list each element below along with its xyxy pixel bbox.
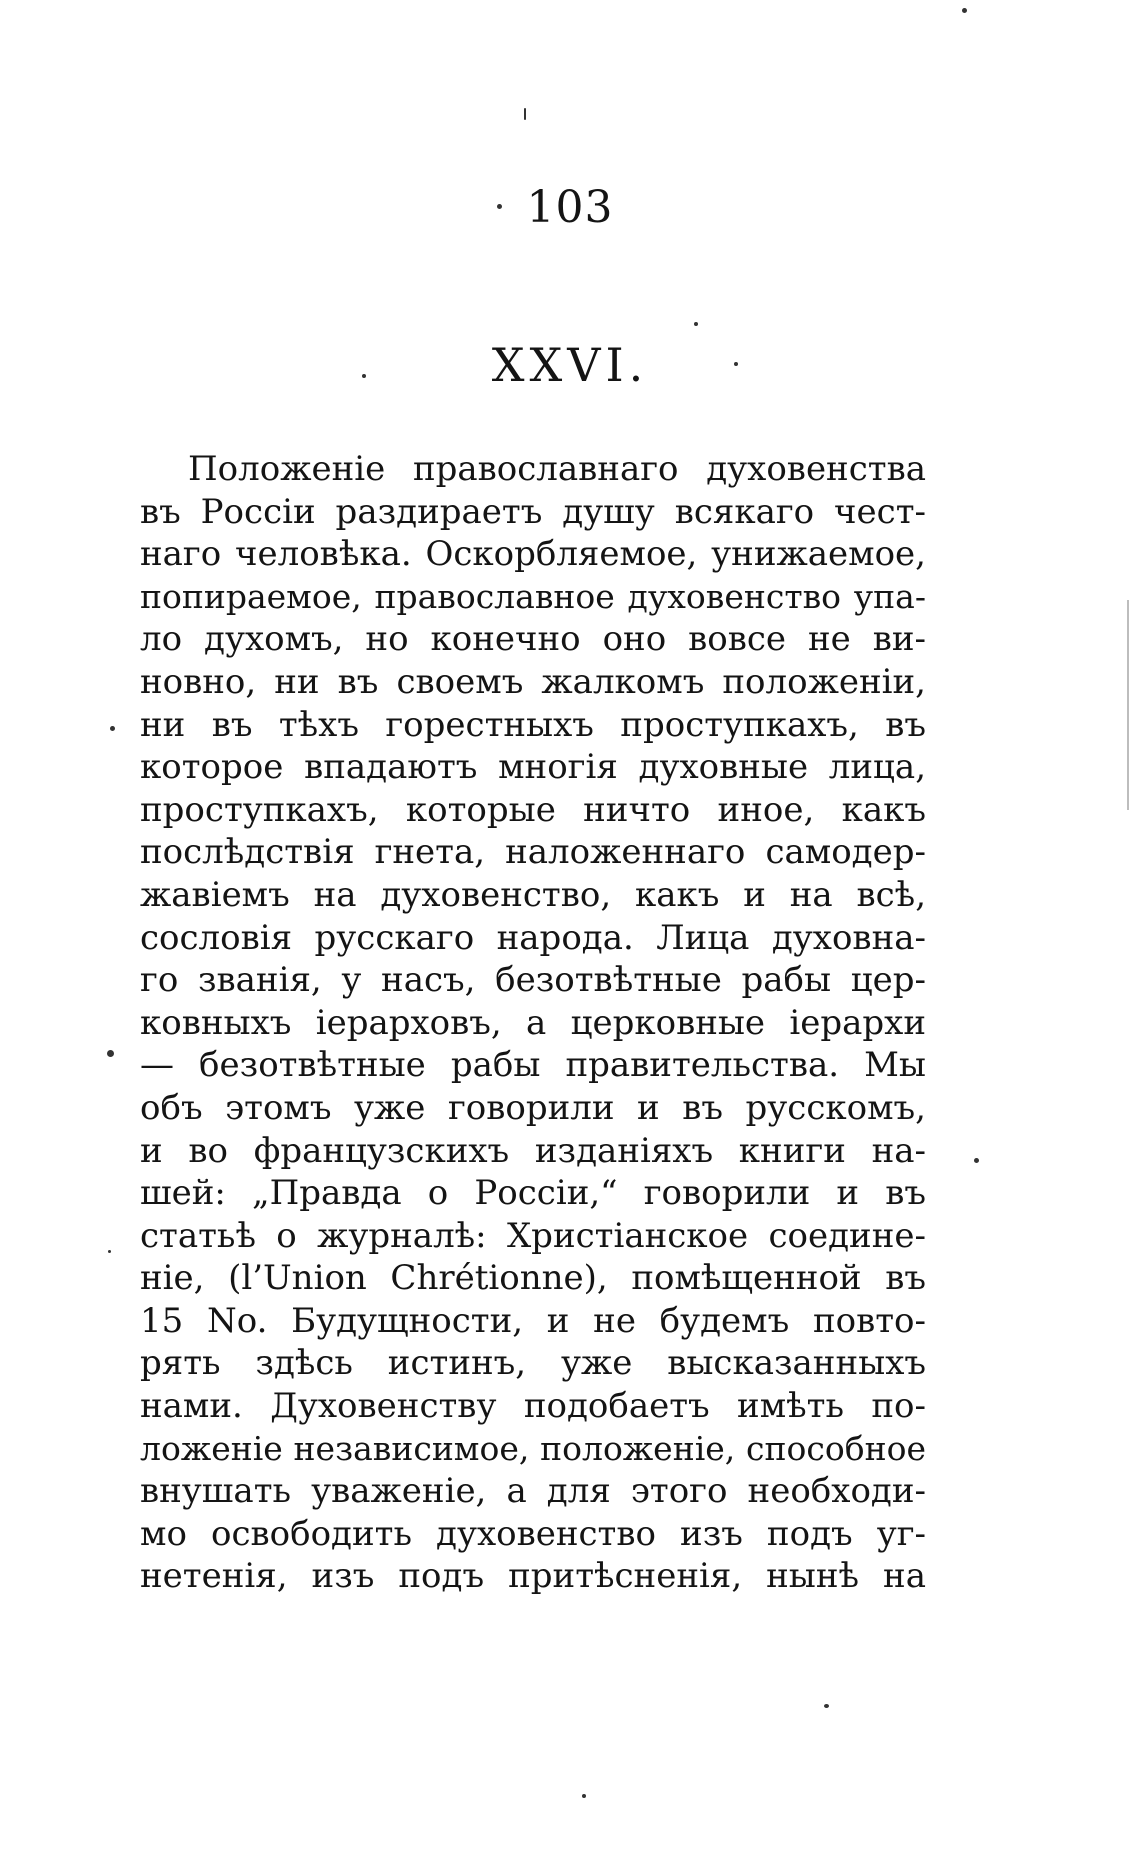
scan-speck	[694, 322, 698, 326]
text-line: нетенія, изъ подъ притѣсненія, нынѣ на	[140, 1556, 926, 1597]
text-line: наго человѣка. Оскорбляемое, унижаемое,	[140, 534, 926, 575]
scan-speck	[524, 108, 526, 120]
text-line: статьѣ о журналѣ: Христіанское соедине-	[140, 1215, 926, 1256]
text-line: новно, ни въ своемъ жалкомъ положеніи,	[140, 661, 926, 702]
text-line: ніе, (l’Union Chrétionne), помѣщенной въ	[140, 1258, 926, 1299]
scan-speck	[962, 8, 967, 13]
text-line: мо освободить духовенство изъ подъ уг-	[140, 1513, 926, 1554]
text-line: ни въ тѣхъ горестныхъ проступкахъ, въ	[140, 704, 926, 745]
page-edge-shadow	[1127, 600, 1129, 810]
text-line: послѣдствія гнета, наложеннаго самодер-	[140, 832, 926, 873]
text-line: проступкахъ, которые ничто иное, какъ	[140, 789, 926, 830]
chapter-heading: XXVI.	[491, 338, 649, 392]
text-line: въ Россіи раздираетъ душу всякаго чест-	[140, 491, 926, 532]
text-line: ложеніе независимое, положеніе, способное	[140, 1428, 926, 1468]
page-number: 103	[526, 182, 614, 233]
text-line: которое впадаютъ многія духовные лица,	[140, 747, 926, 788]
scan-speck	[362, 374, 366, 378]
text-line: Положеніе православнаго духовенства	[188, 449, 926, 489]
text-line: 15 No. Будущности, и не будемъ повто-	[140, 1300, 926, 1341]
body-text	[140, 448, 926, 1598]
text-line: нами. Духовенству подобаетъ имѣть по-	[140, 1386, 926, 1427]
text-line: ковныхъ іерарховъ, а церковные іерархи	[140, 1002, 926, 1043]
text-line: шей: „Правда о Россіи,“ говорили и въ	[140, 1173, 926, 1214]
scan-speck	[734, 362, 738, 366]
text-line: — безотвѣтные рабы правительства. Мы	[140, 1045, 926, 1086]
scan-speck	[110, 726, 115, 731]
scan-speck	[108, 1250, 111, 1253]
text-line: го званія, у насъ, безотвѣтные рабы цер-	[140, 960, 926, 1001]
scan-speck	[582, 1794, 586, 1798]
scan-speck	[824, 1704, 829, 1708]
text-line: сословія русскаго народа. Лица духовна-	[140, 917, 926, 958]
text-line: и во французскихъ изданіяхъ книги на-	[140, 1130, 926, 1171]
text-line: внушать уваженіе, а для этого необходи-	[140, 1471, 926, 1512]
text-line: ло духомъ, но конечно оно вовсе не ви-	[140, 619, 926, 660]
text-line: попираемое, православное духовенство упа-	[140, 576, 926, 616]
text-line: объ этомъ уже говорили и въ русскомъ,	[140, 1087, 926, 1128]
text-line: жавіемъ на духовенство, какъ и на всѣ,	[140, 874, 926, 915]
scan-speck	[107, 1050, 114, 1057]
scan-speck	[974, 1158, 979, 1163]
scan-speck	[497, 204, 502, 209]
text-line: рять здѣсь истинъ, уже высказанныхъ	[140, 1343, 926, 1384]
